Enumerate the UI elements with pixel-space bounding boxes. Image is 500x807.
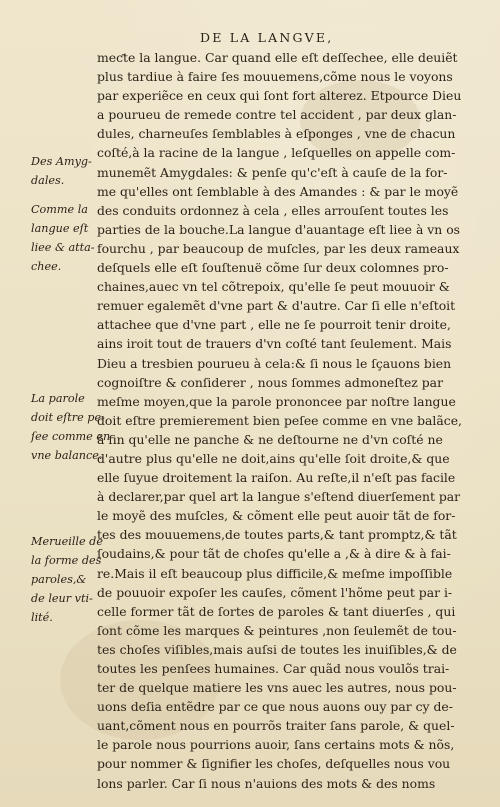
- text-line: ſont cõme les marques & peintures ,non ſeulemẽt de tou-: [97, 622, 457, 638]
- text-line: celle former tãt de ſortes de paroles & tant diuerſes , qui: [97, 603, 456, 619]
- text-line: des conduits ordonnez à cela , elles arrouſent toutes les: [97, 202, 449, 218]
- text-line: fourchu , par beaucoup de muſcles, par les deux rameaux: [97, 240, 460, 256]
- text-line: dules, charneuſes ſemblables à eſponges , vne de chacun: [97, 126, 456, 142]
- margin-note-line: Des Amyg-: [31, 155, 92, 168]
- text-line: toutes les penſees humaines. Car quãd nous voulõs trai-: [97, 661, 450, 676]
- text-line: chaines,auec vn tel cõtrepoix, qu'elle ſe peut mouuoir &: [97, 279, 450, 295]
- text-line: à fin qu'elle ne panche & ne deſtourne ne d'vn coſté ne: [97, 431, 443, 447]
- text-line: remuer egalemẽt d'vne part & d'autre. Car ſi elle n'eſtoit: [97, 298, 456, 314]
- text-line: tes des mouuemens,de toutes parts,& tant promptz,& tãt: [97, 527, 457, 543]
- text-line: à declarer,par quel art la langue s'eſtend diuerſement par: [97, 489, 461, 505]
- text-line: plus tardiue à faire ſes mouuemens,cõme nous le voyons: [97, 69, 453, 85]
- margin-note-line: de leur vti-: [31, 592, 93, 606]
- text-line: cognoiſtre & conſiderer , nous ſommes admoneſtez par: [97, 374, 443, 390]
- text-line: ſoudains,& pour tãt de choſes qu'elle a ,& à dire & à fai-: [97, 546, 451, 562]
- margin-note-line: ſee comme en: [31, 430, 111, 444]
- text-line: meƈte la langue. Car quand elle eſt deſſechee, elle deuiẽt: [97, 50, 458, 65]
- text-line: coſté,à la racine de la langue , leſquelles on appelle com-: [97, 145, 456, 161]
- margin-note-line: Merueille de: [31, 535, 103, 548]
- margin-note-line: langue eſt: [31, 222, 89, 236]
- text-line: lons parler. Car ſi nous n'auions des mots & des noms: [97, 775, 436, 791]
- margin-note-line: la forme des: [31, 554, 102, 568]
- text-line: de pouuoir expoſer les cauſes, cõment l'hõme peut par i-: [97, 584, 453, 600]
- margin-note-line: vne balance.: [31, 449, 103, 463]
- text-line: a pourueu de remede contre tel accident , par deux glan-: [97, 107, 457, 123]
- margin-note-amygdales: [31, 152, 111, 190]
- margin-note-line: dales.: [31, 174, 65, 188]
- text-line: attachee que d'vne part , elle ne ſe pourroit tenir droite,: [97, 317, 451, 333]
- text-line: ter de quelque matiere les vns auec les autres, nous pou-: [97, 680, 457, 696]
- text-line: d'autre plus qu'elle ne doit,ains qu'elle ſoit droite,& que: [97, 450, 450, 466]
- main-text-block: [97, 48, 472, 793]
- text-line: doit eſtre premierement bien peſee comme en vne balãce,: [97, 412, 462, 428]
- margin-note-line: paroles,&: [31, 573, 87, 587]
- text-line: deſquels elle eſt ſouſtenuë cõme ſur deux colomnes pro-: [97, 260, 449, 276]
- text-line: meſme moyen,que la parole prononcee par noſtre langue: [97, 393, 456, 409]
- text-line: par experiẽce en ceux qui ſont fort alterez. Etpource Dieu: [97, 88, 462, 104]
- margin-note-line: La parole: [31, 392, 85, 405]
- text-line: parties de la bouche.La langue d'auantage eſt liee à vn os: [97, 221, 461, 237]
- margin-note-langue-liee: [31, 200, 111, 276]
- text-line: elle ſuyue droitement la raiſon. Au reſte,il n'eſt pas facile: [97, 470, 456, 486]
- text-line: ains iroit tout de trauers d'vn coſté tant ſeulement. Mais: [97, 336, 452, 352]
- text-line: pour nommer & ſignifier les choſes, deſquelles nous vou: [97, 756, 451, 772]
- text-line: re.Mais il eſt beaucoup plus difficile,& meſme impoſſible: [97, 565, 453, 581]
- running-head: DE LA LANGVE,: [200, 30, 334, 45]
- margin-note-line: Comme la: [31, 203, 88, 216]
- margin-note-line: chee.: [31, 260, 62, 274]
- text-line: me qu'elles ont ſemblable à des Amandes : & par le moyẽ: [97, 183, 459, 199]
- text-line: uant,cõment nous en pourrõs traiter ſans parole, & quel-: [97, 718, 455, 734]
- margin-note-line: lité.: [31, 611, 53, 625]
- text-line: le parole nous pourrions auoir, ſans certains mots & nõs,: [97, 737, 455, 753]
- text-line: tes choſes viſibles,mais auſsi de toutes les inuiſibles,& de: [97, 641, 457, 657]
- text-line: le moyẽ des muſcles, & cõment elle peut auoir tãt de for-: [97, 508, 456, 524]
- page-header: [0, 30, 500, 48]
- text-line: uons deſia entẽdre par ce que nous auons ouy par cy de-: [97, 699, 453, 715]
- text-line: munemẽt Amygdales: & penſe qu'c'eſt à cauſe de la for-: [97, 164, 448, 180]
- margin-note-parole-balance: [31, 389, 111, 465]
- margin-note-line: doit eſtre pe-: [31, 411, 105, 425]
- margin-note-merueille: [31, 532, 111, 627]
- text-line: Dieu a tresbien pourueu à cela:& ſi nous le ſçauons bien: [97, 355, 452, 371]
- margin-note-line: liee & atta-: [31, 241, 95, 255]
